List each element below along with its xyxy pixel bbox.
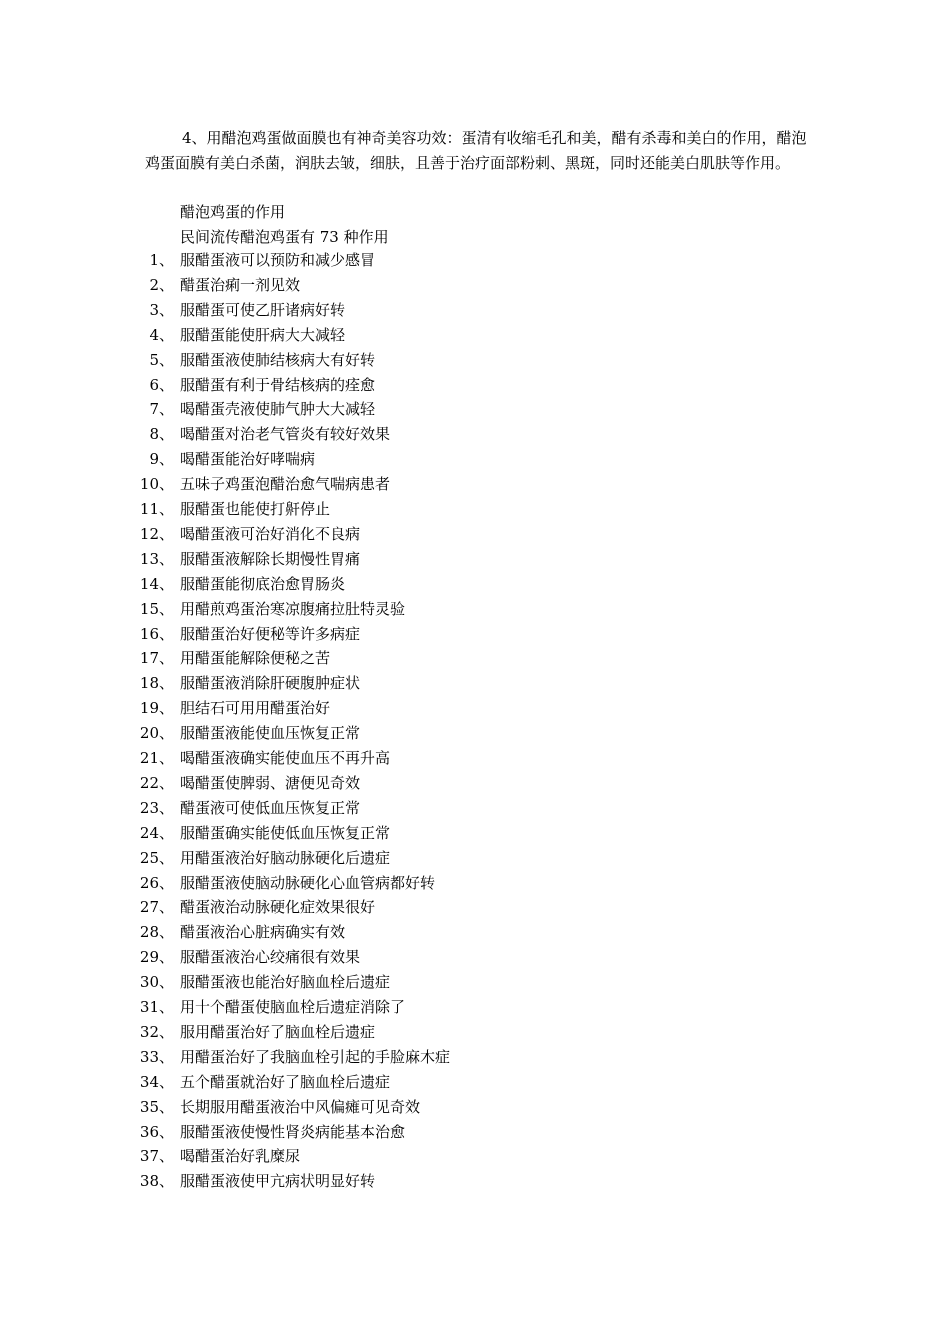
section-heading: 醋泡鸡蛋的作用 bbox=[180, 203, 286, 221]
list-item-text: 服醋蛋液治心绞痛很有效果 bbox=[180, 948, 361, 967]
list-item-number: 22、 bbox=[139, 773, 174, 792]
list-item-text: 服醋蛋确实能使低血压恢复正常 bbox=[180, 823, 391, 842]
list-item-text: 用醋蛋治好了我脑血栓引起的手脸麻木症 bbox=[180, 1047, 451, 1066]
list-item bbox=[0, 698, 950, 723]
list-item-number: 9、 bbox=[149, 450, 174, 469]
list-item bbox=[0, 972, 950, 997]
list-item-number: 11、 bbox=[139, 500, 174, 518]
list-item bbox=[0, 1122, 950, 1147]
list-item bbox=[0, 1022, 950, 1047]
list-item-number: 12、 bbox=[139, 524, 174, 543]
list-item bbox=[0, 250, 950, 275]
list-item-text: 服醋蛋液消除肝硬腹肿症状 bbox=[180, 674, 361, 693]
list-item-number: 25、 bbox=[139, 848, 174, 867]
list-item-text: 胆结石可用用醋蛋治好 bbox=[180, 699, 331, 718]
list-item-number: 3、 bbox=[149, 300, 174, 319]
list-item bbox=[0, 375, 950, 400]
list-item-number: 30、 bbox=[139, 973, 174, 992]
list-item bbox=[0, 823, 950, 848]
list-item bbox=[0, 947, 950, 972]
list-item-number: 33、 bbox=[139, 1047, 174, 1066]
list-item-text: 服醋蛋液使慢性肾炎病能基本治愈 bbox=[180, 1122, 406, 1141]
list-item-number: 1、 bbox=[149, 251, 174, 269]
list-item-number: 27、 bbox=[139, 898, 174, 917]
list-item bbox=[0, 275, 950, 300]
list-item-number: 13、 bbox=[139, 549, 174, 568]
list-item-text: 服醋蛋能彻底治愈胃肠炎 bbox=[180, 574, 346, 593]
list-item bbox=[0, 848, 950, 873]
list-item-text: 用醋蛋能解除便秘之苦 bbox=[180, 649, 331, 668]
list-item-text: 醋蛋液可使低血压恢复正常 bbox=[180, 798, 361, 817]
list-item-number: 34、 bbox=[139, 1072, 174, 1091]
list-item-text: 长期服用醋蛋液治中风偏瘫可见奇效 bbox=[180, 1097, 421, 1116]
list-item-number: 35、 bbox=[139, 1097, 174, 1116]
list-item-text: 喝醋蛋液可治好消化不良病 bbox=[180, 524, 361, 543]
list-item-text: 服醋蛋治好便秘等许多病症 bbox=[180, 624, 361, 643]
list-item-number: 2、 bbox=[149, 275, 174, 294]
list-item-number: 31、 bbox=[139, 998, 174, 1016]
list-item-number: 19、 bbox=[139, 699, 174, 718]
list-item-number: 18、 bbox=[139, 674, 174, 693]
list-item bbox=[0, 1146, 950, 1171]
list-item-text: 醋蛋液治动脉硬化症效果很好 bbox=[180, 898, 376, 917]
list-item-number: 24、 bbox=[139, 823, 174, 842]
list-item-text: 喝醋蛋治好乳糜尿 bbox=[180, 1147, 301, 1166]
list-item-text: 喝醋蛋使脾弱、溏便见奇效 bbox=[180, 773, 361, 792]
list-item bbox=[0, 723, 950, 748]
list-item-number: 32、 bbox=[139, 1022, 174, 1041]
list-item-text: 喝醋蛋能治好哮喘病 bbox=[180, 450, 316, 469]
list-item-text: 五味子鸡蛋泡醋治愈气喘病患者 bbox=[180, 475, 391, 494]
list-item-text: 服醋蛋液使甲亢病状明显好转 bbox=[180, 1172, 376, 1191]
list-item-text: 喝醋蛋壳液使肺气肿大大减轻 bbox=[180, 400, 376, 419]
list-item-number: 6、 bbox=[149, 375, 174, 394]
list-item bbox=[0, 648, 950, 673]
list-item-number: 23、 bbox=[139, 798, 174, 817]
section-subheading: 民间流传醋泡鸡蛋有 73 种作用 bbox=[180, 228, 389, 246]
list-item-number: 14、 bbox=[139, 574, 174, 593]
list-item bbox=[0, 997, 950, 1022]
list-item-text: 喝醋蛋对治老气管炎有较好效果 bbox=[180, 425, 391, 444]
list-item-number: 5、 bbox=[149, 350, 174, 369]
list-item bbox=[0, 673, 950, 698]
list-item bbox=[0, 524, 950, 549]
list-item-number: 21、 bbox=[139, 749, 174, 767]
list-item bbox=[0, 798, 950, 823]
list-item-text: 服醋蛋液也能治好脑血栓后遗症 bbox=[180, 973, 391, 992]
list-item-text: 服醋蛋也能使打鼾停止 bbox=[180, 500, 331, 518]
list-item-number: 8、 bbox=[149, 425, 174, 444]
list-item bbox=[0, 624, 950, 649]
list-item-number: 38、 bbox=[139, 1172, 174, 1191]
list-item bbox=[0, 922, 950, 947]
list-item bbox=[0, 300, 950, 325]
list-item-text: 服醋蛋可使乙肝诸病好转 bbox=[180, 300, 346, 319]
list-item bbox=[0, 424, 950, 449]
list-item-number: 17、 bbox=[139, 649, 174, 668]
list-item bbox=[0, 399, 950, 424]
list-item-text: 服醋蛋有利于骨结核病的痊愈 bbox=[180, 375, 376, 394]
list-item-text: 用醋蛋液治好脑动脉硬化后遗症 bbox=[180, 848, 391, 867]
list-item bbox=[0, 474, 950, 499]
list-item-number: 7、 bbox=[149, 400, 174, 419]
list-item bbox=[0, 1171, 950, 1196]
list-item bbox=[0, 748, 950, 773]
list-item bbox=[0, 499, 950, 524]
list-item bbox=[0, 1047, 950, 1072]
list-item bbox=[0, 350, 950, 375]
list-item-number: 28、 bbox=[139, 923, 174, 942]
list-item-text: 服醋蛋液能使血压恢复正常 bbox=[180, 724, 361, 743]
list-item-text: 醋蛋治痢一剂见效 bbox=[180, 275, 301, 294]
list-item-text: 用醋煎鸡蛋治寒凉腹痛拉肚特灵验 bbox=[180, 599, 406, 618]
list-item bbox=[0, 897, 950, 922]
list-item-number: 16、 bbox=[139, 624, 174, 643]
list-item-text: 服醋蛋液解除长期慢性胃痛 bbox=[180, 549, 361, 568]
list-item-number: 20、 bbox=[139, 724, 174, 743]
list-item-number: 37、 bbox=[139, 1147, 174, 1166]
list-item bbox=[0, 325, 950, 350]
intro-paragraph: 4、用醋泡鸡蛋做面膜也有神奇美容功效：蛋清有收缩毛孔和美，醋有杀毒和美白的作用，醋泡鸡蛋面膜有美白杀菌，润肤去皱，细肤，且善于治疗面部粉刺、黑斑，同时还能美白肌肤等作用。 bbox=[145, 129, 807, 172]
list-item-text: 醋蛋液治心脏病确实有效 bbox=[180, 923, 346, 942]
list-item-text: 五个醋蛋就治好了脑血栓后遗症 bbox=[180, 1072, 391, 1091]
list-item-text: 服醋蛋液可以预防和减少感冒 bbox=[180, 251, 376, 269]
list-item-number: 4、 bbox=[149, 325, 174, 344]
list-item bbox=[0, 1097, 950, 1122]
list-item-number: 26、 bbox=[139, 873, 174, 892]
list-item bbox=[0, 574, 950, 599]
list-item-text: 服醋蛋能使肝病大大减轻 bbox=[180, 325, 346, 344]
list-item bbox=[0, 449, 950, 474]
list-item bbox=[0, 599, 950, 624]
list-item-text: 服醋蛋液使肺结核病大有好转 bbox=[180, 350, 376, 369]
list-item-text: 用十个醋蛋使脑血栓后遗症消除了 bbox=[180, 998, 406, 1016]
list-item-number: 36、 bbox=[139, 1122, 174, 1141]
list-item bbox=[0, 549, 950, 574]
list-item-text: 服用醋蛋治好了脑血栓后遗症 bbox=[180, 1022, 376, 1041]
list-item-text: 喝醋蛋液确实能使血压不再升高 bbox=[180, 749, 391, 767]
list-item bbox=[0, 773, 950, 798]
list-item bbox=[0, 873, 950, 898]
list-item-number: 10、 bbox=[139, 475, 174, 494]
list-item bbox=[0, 1072, 950, 1097]
list-item-text: 服醋蛋液使脑动脉硬化心血管病都好转 bbox=[180, 873, 436, 892]
list-item-number: 15、 bbox=[139, 599, 174, 618]
list-item-number: 29、 bbox=[139, 948, 174, 967]
